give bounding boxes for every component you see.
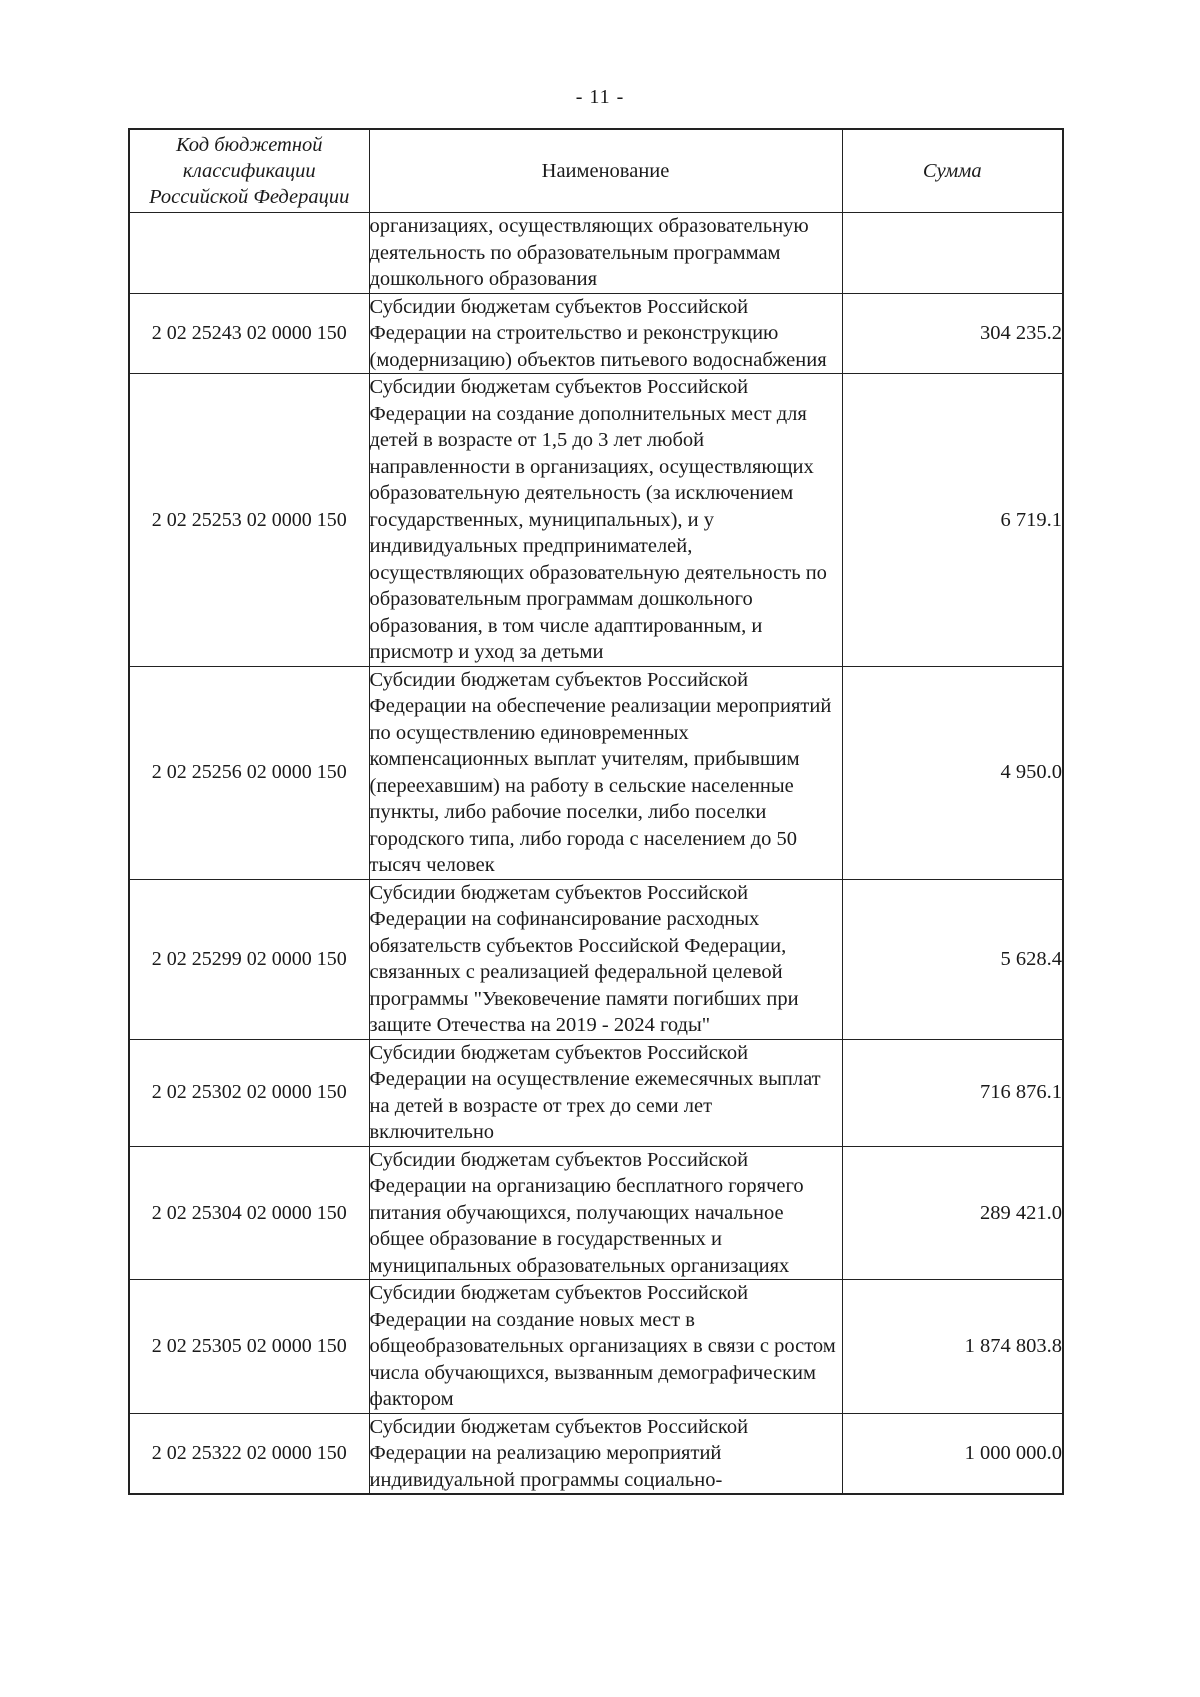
table-header-row	[129, 129, 1063, 213]
table-row	[129, 374, 1063, 667]
row-code: 2 02 25256 02 0000 150	[129, 666, 369, 879]
row-name: Субсидии бюджетам субъектов Российской Федерации на строительство и реконструкцию (модернизацию) объектов питьевого водоснабжения	[369, 293, 842, 374]
row-name: Субсидии бюджетам субъектов Российской Федерации на осуществление ежемесячных выплат на детей в возрасте от трех до семи лет включительно	[369, 1039, 842, 1146]
row-name: организациях, осуществляющих образовательную деятельность по образовательным программам дошкольного образования	[369, 213, 842, 294]
row-code	[129, 213, 369, 294]
row-sum: 716 876.1	[842, 1039, 1063, 1146]
row-sum: 4 950.0	[842, 666, 1063, 879]
header-sum: Сумма	[842, 129, 1063, 213]
row-name: Субсидии бюджетам субъектов Российской Федерации на реализацию мероприятий индивидуальной программы социально-	[369, 1413, 842, 1494]
row-code: 2 02 25322 02 0000 150	[129, 1413, 369, 1494]
row-name: Субсидии бюджетам субъектов Российской Федерации на организацию бесплатного горячего питания обучающихся, получающих начальное общее образование в государственных и муниципальных образовательных организациях	[369, 1146, 842, 1280]
row-sum	[842, 213, 1063, 294]
header-name: Наименование	[369, 129, 842, 213]
row-code: 2 02 25305 02 0000 150	[129, 1280, 369, 1414]
row-name: Субсидии бюджетам субъектов Российской Федерации на создание дополнительных мест для детей в возрасте от 1,5 до 3 лет любой направленности в организациях, осуществляющих образовательную деятельность (за исключением государственных, муниципальных), и у индивидуальных предпринимателей, осуществляющих образовательную деятельность по образовательным программам дошкольного образования, в том числе адаптированным, и присмотр и уход за детьми	[369, 374, 842, 667]
header-code-line: Код бюджетной	[175, 134, 323, 156]
row-sum: 6 719.1	[842, 374, 1063, 667]
header-code-line: классификации	[182, 160, 316, 182]
row-sum: 289 421.0	[842, 1146, 1063, 1280]
row-code: 2 02 25304 02 0000 150	[129, 1146, 369, 1280]
row-code: 2 02 25302 02 0000 150	[129, 1039, 369, 1146]
table-row	[129, 879, 1063, 1039]
row-sum: 1 000 000.0	[842, 1413, 1063, 1494]
table-row	[129, 213, 1063, 294]
page-number: - 11 -	[575, 86, 625, 108]
row-sum: 1 874 803.8	[842, 1280, 1063, 1414]
table-row	[129, 1039, 1063, 1146]
row-code: 2 02 25243 02 0000 150	[129, 293, 369, 374]
budget-table	[128, 128, 1064, 1495]
table-row	[129, 293, 1063, 374]
row-sum: 5 628.4	[842, 879, 1063, 1039]
row-name: Субсидии бюджетам субъектов Российской Федерации на создание новых мест в общеобразовательных организациях в связи с ростом числа обучающихся, вызванным демографическим фактором	[369, 1280, 842, 1414]
row-name: Субсидии бюджетам субъектов Российской Федерации на обеспечение реализации мероприятий по осуществлению единовременных компенсационных выплат учителям, прибывшим (переехавшим) на работу в сельские населенные пункты, либо рабочие поселки, либо поселки городского типа, либо города с населением до 50 тысяч человек	[369, 666, 842, 879]
row-name: Субсидии бюджетам субъектов Российской Федерации на софинансирование расходных обязательств субъектов Российской Федерации, связанных с реализацией федеральной целевой программы "Увековечение памяти погибших при защите Отечества на 2019 - 2024 годы"	[369, 879, 842, 1039]
header-code-line: Российской Федерации	[149, 186, 350, 208]
table-row	[129, 1146, 1063, 1280]
row-code: 2 02 25299 02 0000 150	[129, 879, 369, 1039]
header-budget-code	[129, 129, 369, 213]
table-row	[129, 666, 1063, 879]
row-sum: 304 235.2	[842, 293, 1063, 374]
row-code: 2 02 25253 02 0000 150	[129, 374, 369, 667]
table-row	[129, 1413, 1063, 1494]
table-row	[129, 1280, 1063, 1414]
